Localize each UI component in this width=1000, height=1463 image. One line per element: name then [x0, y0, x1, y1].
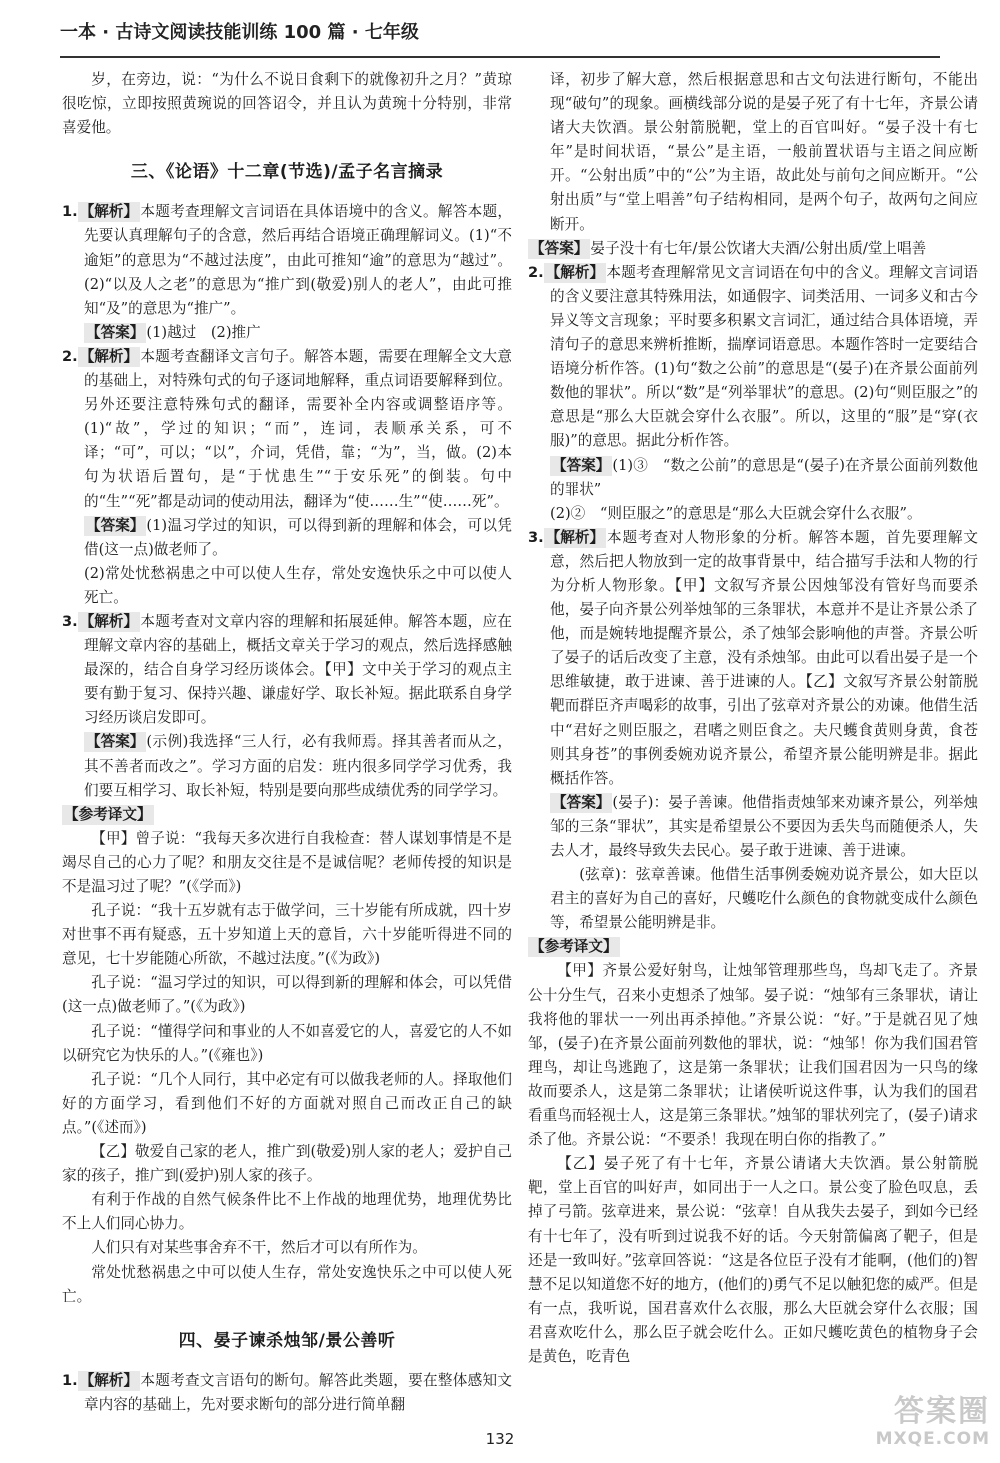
section4-q1-continued: 译，初步了解大意，然后根据意思和古文句法进行断句，不能出现“破句”的现象。画横线部分说的是晏子死了有十七年，齐景公请诸大夫饮酒。景公射箭脱靶，堂上的百官叫好。“晏子没十有七年”是时间状语，“景公”是主语，一般前置状语与主语之间应断开。“公射出质”中的“公”为主语，故此处与前句之间应断开。“公射出质”与“堂上唱善”句子结构相同，是两个句子，故两句之间应断开。	[550, 71, 978, 233]
question-2	[62, 345, 512, 514]
translation-paragraph: 孔子说：“我十五岁就有志于做学问，三十岁能有所成就，四十岁对世事不再有疑惑，五十岁知道上天的意旨，六十岁能听得进不同的意见，七十岁能随心所欲，不越过法度。”(《为政》)	[62, 902, 512, 968]
answer-tag: 【答案】	[552, 793, 611, 811]
section4-answer-2-part-2: (2)② “则臣服之”的意思是“那么大臣就会穿什么衣服”。	[550, 504, 922, 522]
translation-paragraph: 孔子说：“几个人同行，其中必定有可以做我老师的人。择取他们好的方面学习，看到他们不好的方面就对照自己而改正自己的缺点。”(《述而》)	[62, 1070, 512, 1136]
answer-2	[62, 514, 512, 562]
answer-text: (1)温习学过的知识，可以得到新的理解和体会，可以凭借(这一点)做老师了。	[84, 516, 512, 558]
question-number: 1.	[62, 1371, 78, 1389]
running-header: 一本 · 古诗文阅读技能训练 100 篇 · 七年级	[60, 22, 419, 43]
analysis-text: 本题考查翻译文言句子。解答本题，需要在理解全文大意的基础上，对特殊句式的句子逐词地解释，重点词语要解释到位。另外还要注意特殊句式的翻译，需要补全内容或调整语序等。(1)“故”，学过的知识；“而”，连词，表顺承关系，可不译；“可”，可以；“以”，介词，凭借，靠；“为”，当，做。(2)本句为状语后置句，是“于忧患生”“于安乐死”的倒装。句中的“生”“死”都是动词的使动用法，翻译为“使……生”“使……死”。	[84, 347, 512, 510]
answer-2-part-2: (2)常处忧愁祸患之中可以使人生存，常处安逸快乐之中可以使人死亡。	[84, 564, 512, 606]
analysis-text: 本题考查理解常见文言词语在句中的含义。理解文言词语的含义要注意其特殊用法，如通假字、词类活用、一词多义和古今异义等文言现象；平时要多积累文言词汇，通过结合具体语境，弄清句子的意思来辨析推断，揣摩词语意思。本题作答时一定要结合语境分析作答。(1)句“数之公前”的意思是“(晏子)在齐景公面前列数他的罪状”。所以“数”是“列举罪状”的意思。(2)句“则臣服之”的意思是“那么大臣就会穿什么衣服”。所以，这里的“服”是“穿(衣服)”的意思。据此分析作答。	[550, 263, 978, 450]
analysis-text: 本题考查文言语句的断句。解答此类题，要在整体感知文章内容的基础上，先对要求断句的部分进行简单翻	[84, 1371, 512, 1413]
question-number: 1.	[62, 203, 78, 221]
answer-text: (晏子)：晏子善谏。他借指责烛邹来劝谏齐景公，列举烛邹的三条“罪状”，其实是希望景公不要因为丢失鸟而随便杀人，失去人才，最终导致失去民心。晏子敢于进谏、善于进谏。	[550, 793, 978, 859]
section4-title: 四、晏子谏杀烛邹/景公善听	[178, 1330, 396, 1351]
intro-paragraph: 岁，在旁边，说：“为什么不说日食剩下的就像初升之月？”黄琼很吃惊，立即按照黄琬说的回答诏令，并且认为黄琬十分特别，非常喜爱他。	[62, 71, 512, 137]
section4-question-3	[528, 526, 978, 791]
answer-tag: 【答案】	[86, 733, 145, 751]
translation-paragraph: 人们只有对某些事舍弃不干，然后才可以有所作为。	[91, 1239, 427, 1257]
section4-answer-1	[528, 237, 978, 261]
translation-paragraph: 常处忧愁祸患之中可以使人生存，常处安逸快乐之中可以使人死亡。	[62, 1263, 512, 1305]
analysis-tag: 【解析】	[79, 612, 139, 630]
left-column	[62, 68, 512, 1430]
answer-text: (1)③ “数之公前”的意思是“(晏子)在齐景公面前列数他的罪状”	[550, 456, 978, 498]
analysis-tag: 【解析】	[545, 263, 605, 281]
watermark-text: 答案圈	[894, 1394, 990, 1429]
answer-3	[62, 730, 512, 802]
analysis-tag: 【解析】	[79, 203, 139, 221]
analysis-text: 本题考查对人物形象的分析。解答本题，首先要理解文意，然后把人物放到一定的故事背景中，结合描写手法和人物的行为分析人物形象。【甲】文叙写齐景公因烛邹没有管好鸟而要杀他，晏子向齐景公列举烛邹的三条罪状，本意并不是让齐景公杀了他，而是婉转地提醒齐景公，杀了烛邹会影响他的声誉。齐景公听了晏子的话后改变了主意，没有杀烛邹。由此可以看出晏子是一个思维敏捷，敢于进谏、善于进谏的人。【乙】文叙写齐景公射箭脱靶而群臣齐声喝彩的故事，引出了弦章对齐景公的劝谏。他借生活中“君好之则臣服之，君嗜之则臣食之。夫尺蠖食黄则身黄，食苍则其身苍”的事例委婉劝说齐景公，希望齐景公能明辨是非。据此概括作答。	[550, 528, 978, 787]
watermark-logo	[850, 1395, 990, 1455]
answer-text: (1)越过 (2)推广	[146, 323, 261, 341]
answer-text: (示例)我选择“三人行，必有我师焉。择其善者而从之，其不善者而改之”。学习方面的启发：班内很多同学学习优秀，我们要互相学习、取长补短，特别是要向那些成绩优秀的同学学习。	[84, 733, 512, 799]
analysis-text: 本题考查对文章内容的理解和拓展延伸。解答本题，应在理解文章内容的基础上，概括文章关于学习的观点，然后选择感触最深的，结合自身学习经历谈体会。【甲】文中关于学习的观点主要有勤于复习、保持兴趣、谦虚好学、取长补短。据此联系自身学习经历谈启发即可。	[84, 612, 512, 727]
translation-paragraph: 【乙】敬爱自己家的老人，推广到(敬爱)别人家的老人；爱护自己家的孩子，推广到(爱护)别人家的孩子。	[62, 1143, 512, 1185]
section4-answer-2	[528, 454, 978, 502]
answer-text: 晏子没十有七年/景公饮诸大夫酒/公射出质/堂上唱善	[590, 239, 927, 257]
right-column	[528, 68, 978, 1430]
answer-tag: 【答案】	[86, 516, 145, 534]
analysis-tag: 【解析】	[79, 1371, 139, 1389]
translation-paragraph: 【甲】齐景公爱好射鸟，让烛邹管理那些鸟，鸟却飞走了。齐景公十分生气，召来小吏想杀了烛邹。晏子说：“烛邹有三条罪状，请让我将他的罪状一一列出再杀掉他。”齐景公说：“好。”于是就召见了烛邹，(晏子)在齐景公面前列数他的罪状，说：“烛邹！你为我们国君管理鸟，却让鸟逃跑了，这是第一条罪状；让我们国君因为一只鸟的缘故而要杀人，这是第二条罪状；让诸侯听说这件事，认为我们的国君看重鸟而轻视士人，这是第三条罪状。”烛邹的罪状列完了，(晏子)请求杀了他。齐景公说：“不要杀！我现在明白你的指教了。”	[528, 962, 978, 1149]
answer-tag: 【答案】	[86, 323, 145, 341]
section3-title: 三、《论语》十二章(节选)/孟子名言摘录	[130, 162, 444, 183]
question-3	[62, 610, 512, 730]
translation-paragraph: 孔子说：“温习学过的知识，可以得到新的理解和体会，可以凭借(这一点)做老师了。”(《为政》)	[62, 974, 512, 1016]
section4-answer-3	[528, 791, 978, 863]
question-number: 2.	[528, 263, 544, 281]
analysis-tag: 【解析】	[545, 528, 605, 546]
reference-tag: 【参考译文】	[530, 938, 618, 956]
question-number: 3.	[528, 528, 544, 546]
reference-tag: 【参考译文】	[64, 805, 152, 823]
analysis-text: 本题考查理解文言词语在具体语境中的含义。解答本题，先要认真理解句子的含意，然后再结合语境正确理解词义。(1)“不逾矩”的意思为“不越过法度”，由此可推知“逾”的意思为“越过”。(2)“以及人之老”的意思为“推广到(敬爱)别人的老人”，由此可推知“及”的意思为“推广”。	[84, 203, 512, 317]
analysis-tag: 【解析】	[79, 347, 139, 365]
question-number: 2.	[62, 347, 78, 365]
question-1	[62, 200, 512, 320]
page-number: 132	[485, 1430, 515, 1448]
watermark-url: MXQE.COM	[875, 1429, 990, 1449]
header-rule	[60, 56, 940, 58]
question-number: 3.	[62, 612, 78, 630]
answer-tag: 【答案】	[530, 239, 589, 257]
section4-question-2	[528, 261, 978, 454]
answer-tag: 【答案】	[552, 456, 611, 474]
section4-answer-3-part-2: (弦章)：弦章善谏。他借生活事例委婉劝说齐景公，如大臣以君主的喜好为自己的喜好，尺蠖吃什么颜色的食物就变成什么颜色等，希望景公能明辨是非。	[550, 866, 978, 932]
translation-paragraph: 有利于作战的自然气候条件比不上作战的地理优势，地理优势比不上人们同心协力。	[62, 1191, 512, 1233]
answer-1	[62, 321, 512, 345]
reference-translation-label	[528, 935, 978, 959]
reference-translation-label	[62, 803, 512, 827]
translation-paragraph: 【甲】曾子说：“我每天多次进行自我检查：替人谋划事情是不是竭尽自己的心力了呢？和朋友交往是不是诚信呢？老师传授的知识是不是温习过了呢？”(《学而》)	[62, 829, 512, 895]
translation-paragraph: 孔子说：“懂得学问和事业的人不如喜爱它的人，喜爱它的人不如以研究它为快乐的人。”(《雍也》)	[62, 1022, 512, 1064]
translation-paragraph: 【乙】晏子死了有十七年，齐景公请诸大夫饮酒。景公射箭脱靶，堂上百官的叫好声，如同出于一人之口。景公变了脸色叹息，丢掉了弓箭。弦章进来，景公说：“弦章！自从我失去晏子，到如今已经有十七年了，没有听到过说我不好的话。今天射箭偏离了靶子，但是还是一致叫好。”弦章回答说：“这是各位臣子没有才能啊，(他们的)智慧不足以知道您不好的地方，(他们的)勇气不足以触犯您的威严。但是有一点，我听说，国君喜欢什么衣服，那么大臣就会穿什么衣服；国君喜欢吃什么，那么臣子就会吃什么。正如尺蠖吃黄色的植物身子会是黄色，吃青色	[528, 1155, 978, 1365]
section4-question-1	[62, 1369, 512, 1417]
